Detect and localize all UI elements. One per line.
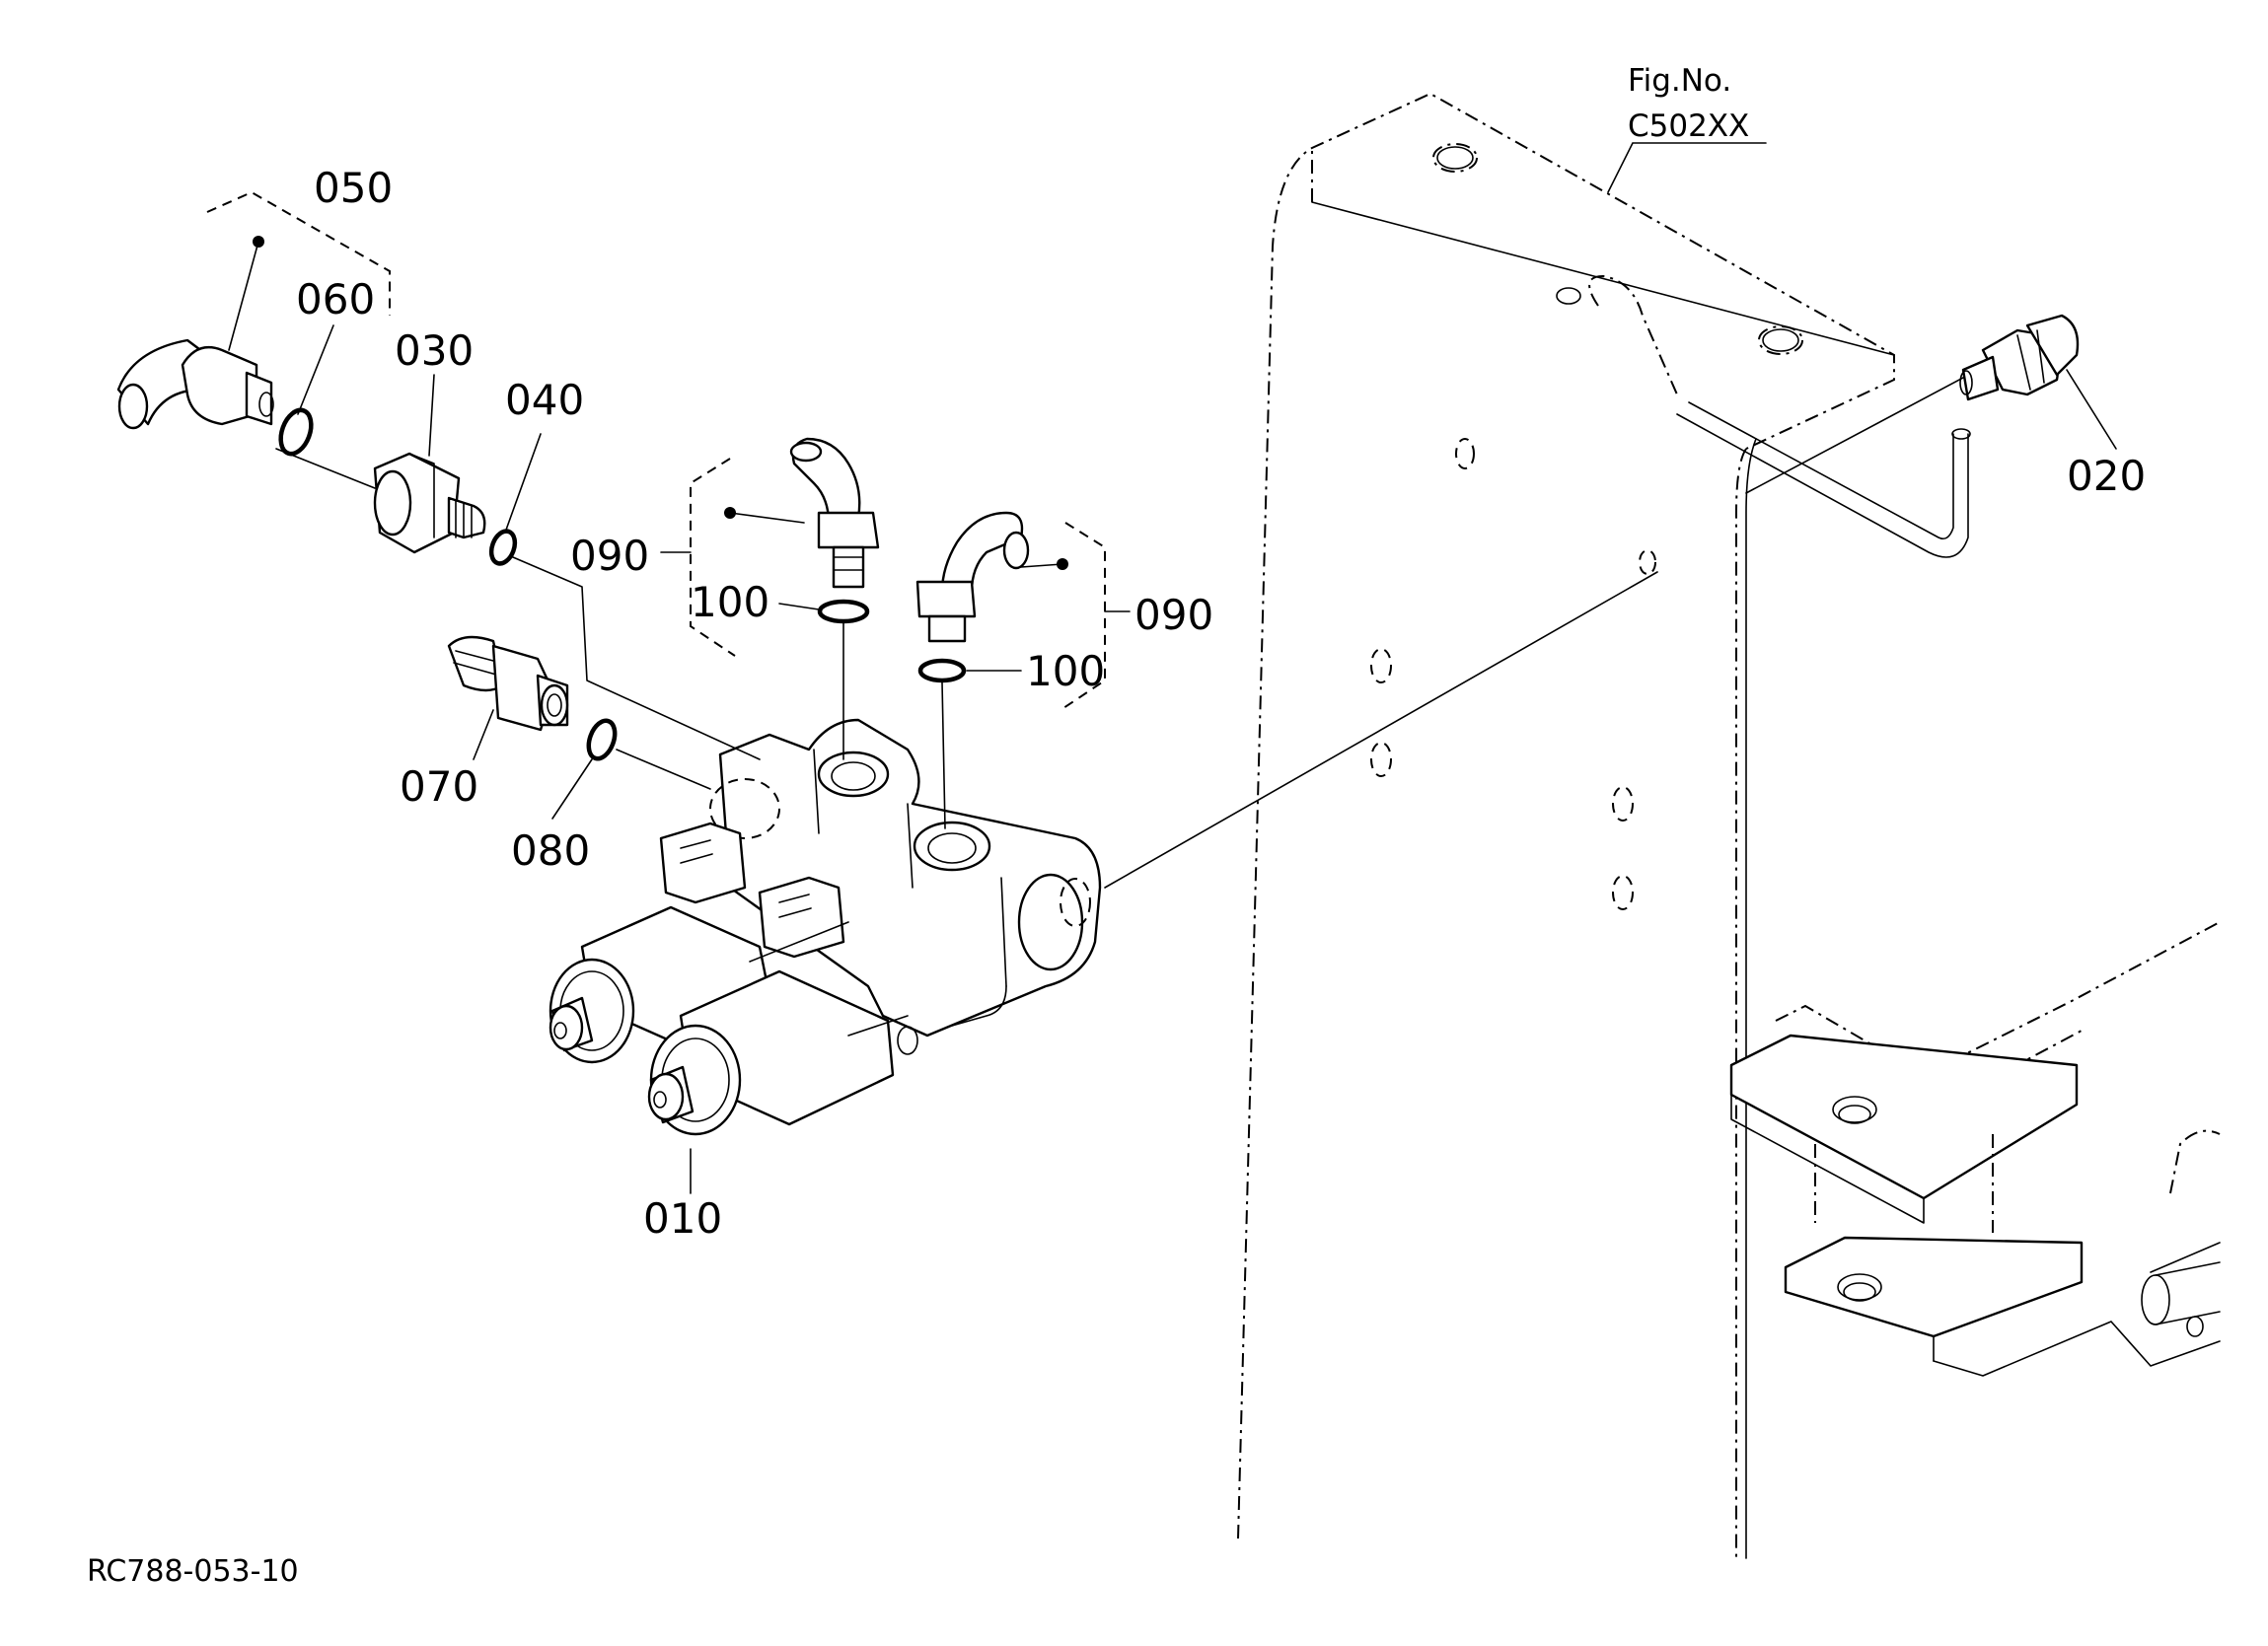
drawing-code: RC788-053-10 xyxy=(87,1554,299,1589)
oring-080 xyxy=(584,717,620,762)
callout-070: 070 xyxy=(400,762,479,811)
group-bracket-090-left xyxy=(691,459,735,656)
callout-080: 080 xyxy=(511,826,591,875)
callout-100-left: 100 xyxy=(691,578,770,626)
callout-040: 040 xyxy=(505,376,585,424)
elbow-fitting-090-right xyxy=(917,513,1028,641)
adapter-030 xyxy=(375,454,484,552)
oring-040 xyxy=(487,528,519,566)
figure-ref-line1: Fig.No. xyxy=(1628,63,1732,99)
figure-ref-line2: C502XX xyxy=(1628,108,1750,144)
callout-090-left: 090 xyxy=(570,532,650,580)
frame-chassis xyxy=(1238,94,2220,1558)
callout-020: 020 xyxy=(2067,452,2147,500)
oring-100-right xyxy=(920,661,964,680)
adapter-070 xyxy=(449,637,567,730)
callout-030: 030 xyxy=(395,326,475,375)
connector-020 xyxy=(1960,316,2078,399)
elbow-fitting-050 xyxy=(118,340,273,428)
callout-labels xyxy=(87,63,2146,1589)
callout-050: 050 xyxy=(314,164,394,212)
callout-060: 060 xyxy=(296,275,376,323)
oring-100-left xyxy=(820,602,867,621)
elbow-fitting-090-left xyxy=(791,439,878,587)
solenoid-valve-010 xyxy=(550,720,1100,1134)
callout-010: 010 xyxy=(643,1194,723,1243)
callout-090-right: 090 xyxy=(1134,591,1214,639)
callout-100-right: 100 xyxy=(1026,647,1106,695)
